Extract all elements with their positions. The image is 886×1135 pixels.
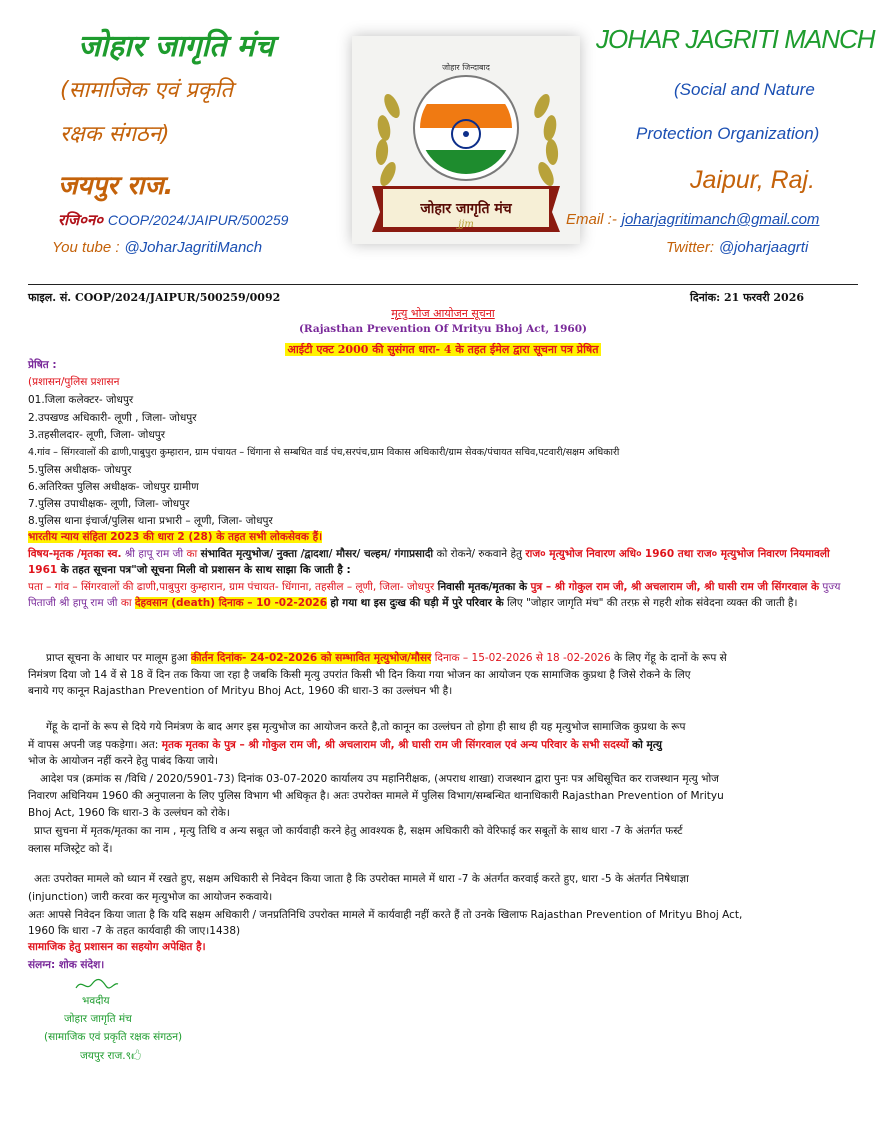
consequence-line-3: भोज के आयोजन नहीं करने हेतु पाबंद किया जाये। [28,755,219,767]
order-line-2: निवारण अधिनियम 1960 की अनुपालना के लिए पुलिस विभाग भी अधिकृत है। अतः उपरोक्त मामले में पुलिस विभाग/सम्बन्धित थानाधिकारी Rajasthan Prevention of Mrityu [28,790,724,802]
address-paragraph [28,580,860,611]
address-sons: पुत्र – श्री गोकुल राम जी, श्री [530,581,642,593]
youtube-link[interactable]: @JoharJagritiManch [124,239,263,256]
address-location: पता – गांव – सिंगरवालों की ढाणी,पाबुपुरा कुम्हारान, ग्राम पंचायत- धिंगाना, तहसील – लूणी, जिला- जोधपुर [28,581,435,593]
info-line-3: बनाये गए कानून Rajasthan Prevention of Mrityu Bhoj Act, 1960 की धारा-3 का उल्लंघन भी है। [28,685,453,697]
reg-value: COOP/2024/JAIPUR/500259 [107,212,289,228]
address-condolence: हो गया था इस दुःख की घड़ी में पुरे परिवार के [330,596,504,609]
recipient-item: 7.पुलिस उपाधीक्षक- लूणी, जिला- जोधपुर [28,498,190,510]
consequence-suffix: को मृत्यु [632,739,662,751]
youtube-label: You tube : [52,239,120,256]
recipient-item: 6.अतिरिक्त पुलिस अधीक्षक- जोधपुर ग्रामीण [28,481,199,493]
consequence-line-2 [28,738,662,752]
evidence-line-1: प्राप्त सुचना में मृतक/मृतका का नाम , मृत्यु तिथि व अन्य सबूत जो कार्यवाही करने हेतु आवश्यक है, सक्षम अधिकारी को वेरिफाई कर सबूतों के साथ धारा -7 के अंतर्गत फर्स्ट [34,825,683,837]
request-line-1: अतः उपरोक्त मामले को ध्यान में रखते हुए, सक्षम अधिकारी से निवेदन किया जाता है कि उपरोक्त मामले में धारा -7 के अंतर्गत करवाई करते हुए, धारा -5 के अंतर्गत निषेधाज्ञा [34,873,689,885]
file-number: फाइल. सं. COOP/2024/JAIPUR/500259/0092 [28,291,281,304]
signature-yours: भवदीय [82,995,110,1007]
english-subtitle-2: Protection Organization) [636,124,820,143]
email-label: Email :- [566,211,617,228]
recipient-item: 4.गांव – सिंगरवालों की ढाणी,पाबुपुरा कुम्हारान, ग्राम पंचायत – धिंगाना से सम्बधित वार्ड पंच,सरपंच,ग्राम विकास अधिकारी/ग्राम सेवक/पंचायत सचिव,पटवारी/सक्षम अधिकारी [28,447,620,458]
subject-purpose: को रोकने/ रुकवाने हेतु [436,548,523,560]
family-members: मृतक मृतका के पुत्र – श्री गोकुल राम जी, श्री अचलाराम जी, श्री घासी राम जी सिंगरवाल एवं अन्य परिवार के सभी सदस्यों [161,739,629,751]
email-link[interactable]: joharjagritimanch@gmail.com [621,211,820,228]
letter-date: दिनांक: 21 फरवरी 2026 [690,291,805,304]
email-line [566,210,819,228]
subject-events: संभावित मृत्युभोज/ नुक्ता /द्वादशा/ मौसर/ चल्हम/ गंगाप्रसादी [200,548,434,560]
subject-connector: का [186,548,198,560]
organization-logo [352,36,580,244]
address-sons-cont: अचलाराम जी, श्री घासी राम जी सिंगरवाल के [644,581,820,593]
svg-text:जोहार जिन्दाबाद: जोहार जिन्दाबाद [442,63,490,72]
english-city: Jaipur, Raj. [690,166,816,194]
it-act-line [0,338,886,357]
header-divider [28,284,858,285]
signature-city: जयपुर राज.९🖒 [80,1050,142,1062]
hindi-subtitle-1: (सामाजिक एवं प्रकृति [60,78,233,103]
death-date: देहवसान (death) दिनाक – 10 -02-2026 [134,596,327,609]
consequence-prefix: में वापस अपनी जड़ पकड़ेगा। अत: [28,739,159,751]
youtube-line [52,238,262,256]
logo-initials: jjm [458,219,474,230]
hindi-city: जयपुर राज. [58,171,174,201]
address-father: पुज्य पिताजी श्री हापू राम जी [28,581,841,609]
evidence-line-2: क्लास मजिस्ट्रेट को दें। [28,843,113,855]
address-connector: का [120,596,132,609]
recipient-item: 2.उपखण्ड अधिकारी- लूणी , जिला- जोधपुर [28,412,197,424]
hindi-title: जोहार जागृति मंच [78,29,274,64]
signature-org: जोहार जागृति मंच [64,1013,132,1025]
bns-text: भारतीय न्याय संहिता 2023 की धारा 2 (28) के तहत सभी लोकसेवक हैं। [28,531,323,543]
reg-label: रजि०न० [58,211,104,229]
hindi-subtitle-2: रक्षक संगठन) [60,122,170,147]
bns-line [28,530,322,544]
recipient-item: 5.पुलिस अधीक्षक- जोधपुर [28,464,132,476]
subject-prefix: विषय-मृतक /मृतका स्व. [28,548,122,560]
subject-act: राज० मृत्युभोज निवारण अधि० [525,548,642,560]
logo-emblem [352,36,580,244]
attachment-line: संलग्न: शोक संदेश। [28,959,105,971]
act-title: (Rajasthan Prevention Of Mrityu Bhoj Act, 1960) [298,323,588,335]
it-act-text: आईटी एक्ट 2000 की सुसंगत धारा- 4 के तहत ईमेल द्वारा सूचना पत्र प्रेषित [287,343,599,356]
twitter-line [666,238,808,256]
recipients-label: प्रेषित : [28,359,57,371]
recipient-item: 3.तहसीलदार- लूणी, जिला- जोधपुर [28,429,166,441]
twitter-label: Twitter: [666,239,715,256]
logo-banner-text: जोहार जागृति मंच [420,201,512,217]
request-line-4: 1960 कि धारा -7 के तहत कार्यवाही की जाए।1438) [28,925,241,937]
order-line-1: आदेश पत्र (क्रमांक स /विधि / 2020/5901-73) दिनांक 03-07-2020 कार्यालय उप महानिरीक्षक, (अपराध शाखा) राजस्थान द्वारा पुनः पत्र अधिसूचित कर राजस्थान मृत्यु भोज [40,773,719,785]
signature-scribble [74,974,120,994]
event-dates: दिनाक – 15-02-2026 से 18 -02-2026 [434,652,611,664]
subject-rules: 1960 तथा राज० मृत्युभोज निवारण नियमावली 1961 [28,548,830,576]
cooperation-line: सामाजिक हेतु प्रशासन का सहयोग अपेक्षित है। [28,941,206,953]
subject-paragraph [28,546,860,578]
english-title: JOHAR JAGRITI MANCH [596,24,875,54]
consequence-line-1: गेंहू के दानों के रूप से दिये गये निमंत्रण के बाद अगर इस मृत्युभोज का आयोजन करते है,तो कानून का उल्लंघन तो होगा ही साथ ही यह मृत्युभोज सामाजिक कुप्रथा के रूप [46,721,686,733]
order-line-3: Bhoj Act, 1960 कि धारा-3 के उल्लंघन को रोके। [28,807,230,819]
recipient-item: 01.जिला कलेक्टर- जोधपुर [28,394,134,406]
kirtan-date: कीर्तन दिनांक- 24-02-2026 को सम्भावित मृत्युभोज/मौसर [190,652,432,664]
recipient-item: 8.पुलिस थाना इंचार्ज/पुलिस थाना प्रभारी – लूणी, जिला- जोधपुर [28,515,273,527]
request-line-2: (injunction) जारी करवा कर मृत्युभोज का आयोजन रुकवाये। [28,891,273,903]
info-line-2: निमंत्रण दिया जो 14 वें से 18 वें दिन तक किया जा रहा है जबकि किसी मृत्यु उपरांत किसी भी दिन किया गया भोजन का आयोजन एक सामाजिक कुप्रथा है जिसे रोकने के लिए [28,669,691,681]
address-condolence-cont: लिए "जोहार जागृति मंच" की तरफ़ से गहरी शोक संवेदना व्यक्त की जाती है। [506,596,798,609]
request-line-3: अतः आपसे निवेदन किया जाता है कि यदि सक्षम अधिकारी / जनप्रतिनिधि उपरोक्त मामले में कार्यवाही नहीं करते हैं तो उनके खिलाफ Rajasthan Prevention of Mrityu Bhoj Act, [28,909,743,921]
info-paragraph [28,650,860,666]
registration-line [58,210,288,230]
info-invitation: के लिए गेंहू के दानों के रूप से [614,652,727,664]
subject-suffix: के तहत सूचना पत्र"जो सूचना मिली वो प्रशासन के साथ साझा कि जाती है : [60,564,351,576]
english-subtitle-1: (Social and Nature [674,80,815,99]
address-resident: निवासी मृतक/मृतका के [437,581,528,593]
notice-title: मृत्यु भोज आयोजन सूचना [391,307,495,320]
recipients-group: (प्रशासन/पुलिस प्रशासन [28,376,120,388]
info-intro: प्राप्त सूचना के आधार पर मालूम हुआ [46,652,188,664]
signature-org-sub: (सामाजिक एवं प्रकृति रक्षक संगठन) [44,1031,183,1043]
deceased-name: श्री हापू राम जी [124,548,184,560]
twitter-link[interactable]: @joharjaagrti [718,239,809,256]
